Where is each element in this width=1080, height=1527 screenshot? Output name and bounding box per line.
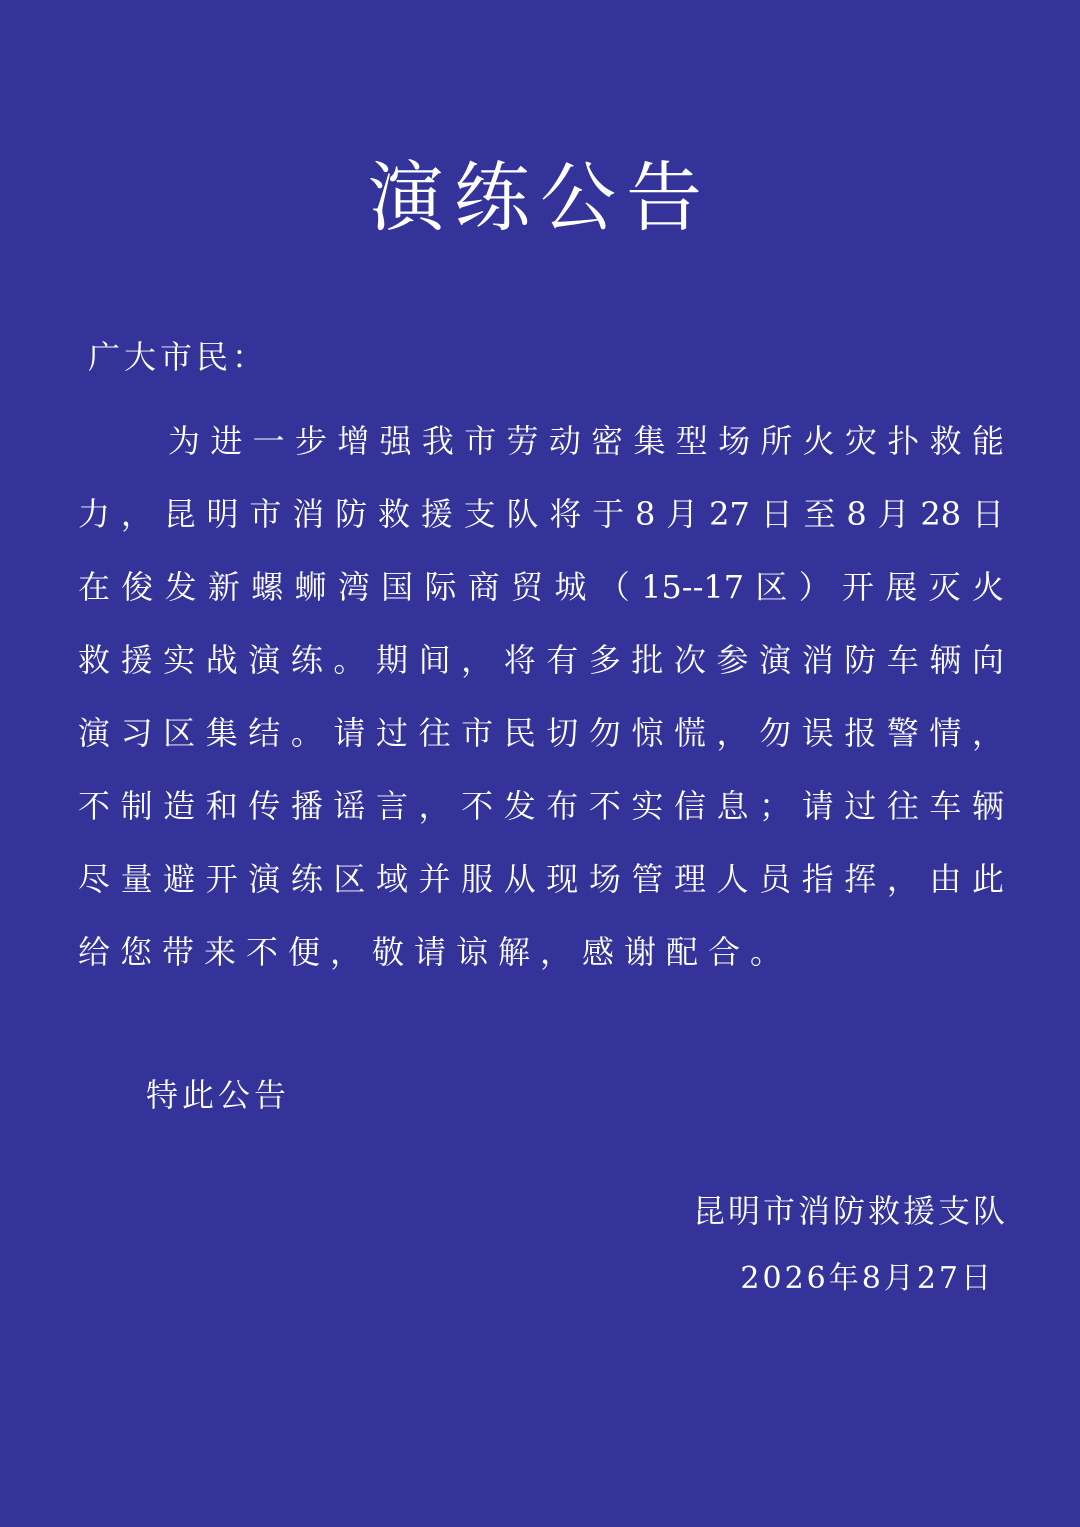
body-line: 尽量避开演练区域并服从现场管理人员指挥，由此 <box>78 860 1004 898</box>
body-line: 不制造和传播谣言，不发布不实信息；请过往车辆 <box>78 787 1004 825</box>
body-line: 救援实战演练。期间，将有多批次参演消防车辆向 <box>78 641 1004 679</box>
closing-remark: 特此公告 <box>146 1076 291 1114</box>
body-line: 在俊发新螺蛳湾国际商贸城（15--17区）开展灭火 <box>78 568 1004 606</box>
announcement-title: 演练公告 <box>368 153 712 242</box>
body-line: 演习区集结。请过往市民切勿惊慌，勿误报警情， <box>78 714 1004 752</box>
issuer-signature: 昆明市消防救援支队 <box>692 1192 1008 1230</box>
body-line: 为进一步增强我市劳动密集型场所火灾扑救能 <box>168 422 1004 460</box>
body-line: 给您带来不便，敬请谅解，感谢配合。 <box>78 933 793 971</box>
salutation: 广大市民： <box>88 338 269 376</box>
body-line: 力，昆明市消防救援支队将于8月27日至8月28日 <box>78 495 1004 533</box>
issue-date: 2026年8月27日 <box>740 1261 994 1296</box>
